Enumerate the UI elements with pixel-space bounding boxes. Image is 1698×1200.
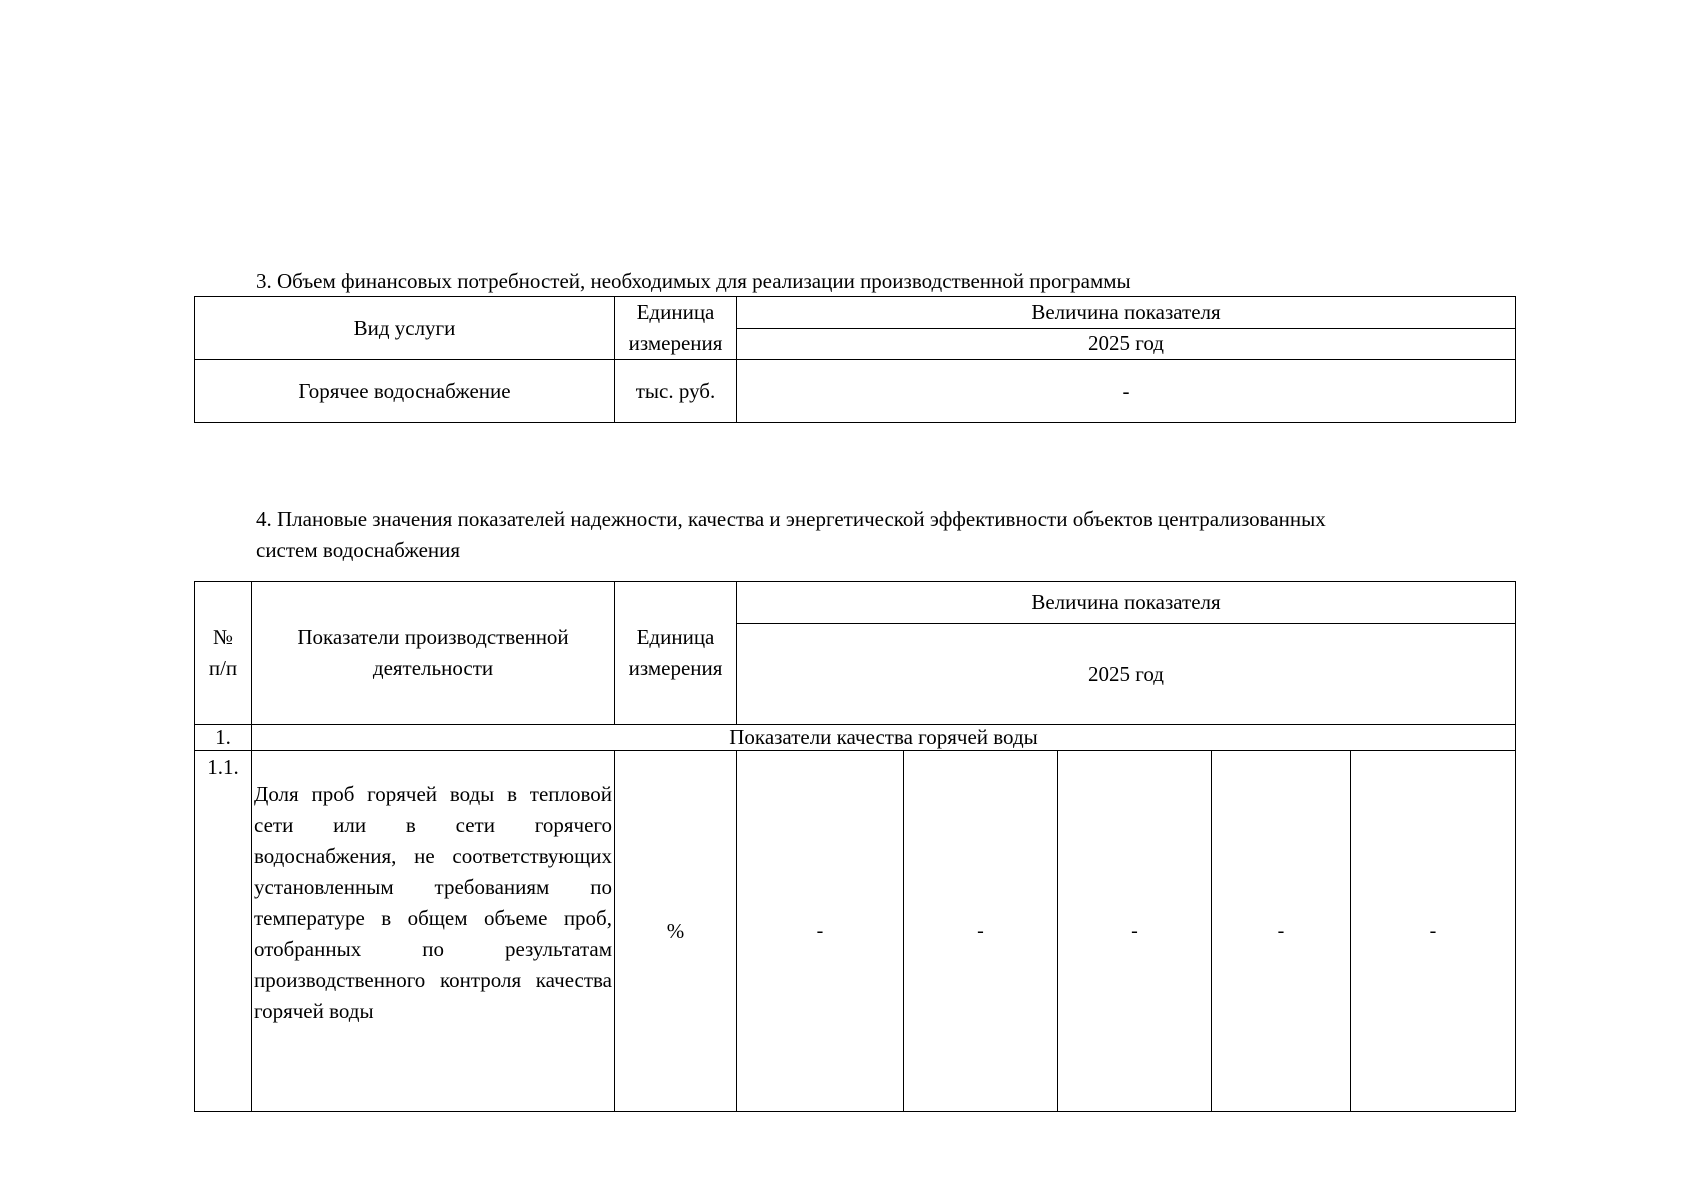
indicators-table	[194, 581, 1516, 1112]
group-title: Показатели качества горячей воды	[252, 725, 1516, 751]
header-number	[195, 582, 252, 725]
financial-needs-table	[194, 296, 1516, 423]
header-year: 2025 год	[737, 328, 1516, 360]
row-value-2: -	[904, 751, 1058, 1112]
section-3-heading: 3. Объем финансовых потребностей, необходимых для реализации производственной программы	[256, 269, 1131, 293]
row-value-1: -	[737, 751, 904, 1112]
table-row	[195, 360, 1516, 423]
header-unit-line1: Единица	[636, 300, 715, 324]
header-unit	[615, 297, 737, 360]
row-number: 1.1.	[195, 751, 252, 1112]
header-number-line2: п/п	[208, 656, 238, 680]
header-unit	[615, 582, 737, 725]
row-indicator: Доля проб горячей воды в тепловой сети или в сети горячего водоснабжения, не соответствующих установленным требованиям по температуре в общем объеме проб, отобранных по результатам производственного контроля качества горячей воды	[252, 751, 615, 1112]
section-4-heading	[256, 504, 1326, 566]
group-number: 1.	[195, 725, 252, 751]
header-year: 2025 год	[737, 624, 1516, 725]
row-value-4: -	[1212, 751, 1351, 1112]
row-unit: %	[615, 751, 737, 1112]
section-4-heading-line1: 4. Плановые значения показателей надежности, качества и энергетической эффективности объектов централизованных	[256, 507, 1326, 531]
row-value-3: -	[1058, 751, 1212, 1112]
header-indicator	[252, 582, 615, 725]
header-number-line1: №	[212, 625, 234, 649]
header-value: Величина показателя	[737, 582, 1516, 624]
section-4-heading-line2: систем водоснабжения	[256, 538, 461, 562]
header-service-type: Вид услуги	[195, 297, 615, 360]
cell-value: -	[737, 360, 1516, 423]
header-indicator-line2: деятельности	[372, 656, 494, 680]
header-unit-line2: измерения	[628, 656, 723, 680]
header-value: Величина показателя	[737, 297, 1516, 329]
header-unit-line2: измерения	[628, 331, 723, 355]
cell-service: Горячее водоснабжение	[195, 360, 615, 423]
header-indicator-line1: Показатели производственной	[297, 625, 569, 649]
group-row	[195, 725, 1516, 751]
row-value-5: -	[1351, 751, 1516, 1112]
header-unit-line1: Единица	[636, 625, 715, 649]
cell-unit: тыс. руб.	[615, 360, 737, 423]
table-row	[195, 751, 1516, 1112]
